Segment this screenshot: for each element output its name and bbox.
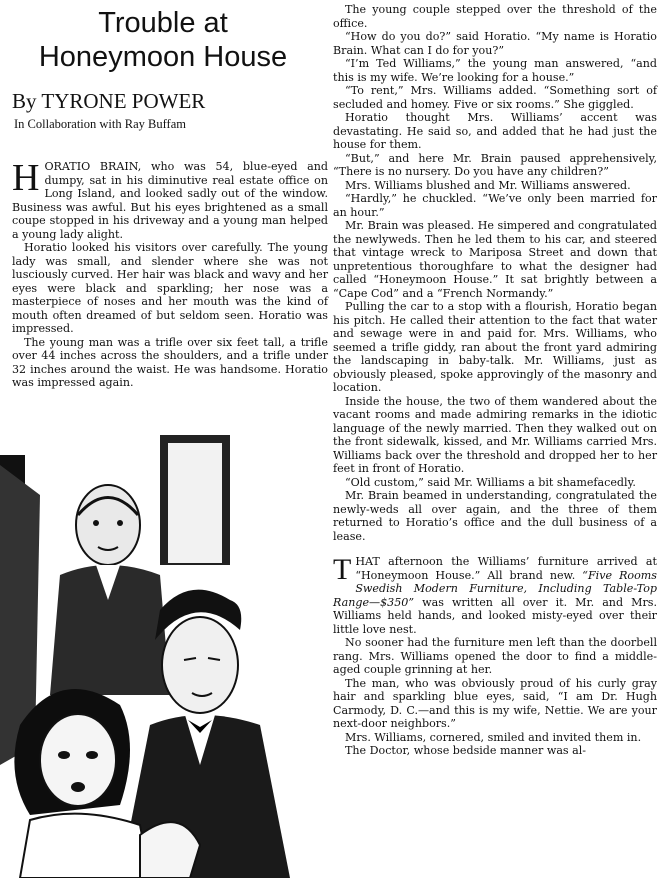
paragraph: “How do you do?” said Horatio. “My name is Horatio Brain. What can I do for you?” [333, 30, 657, 57]
paragraph: “Old custom,” said Mr. Williams a bit shamefacedly. [345, 475, 636, 489]
title-line-1: Trouble at [98, 7, 228, 39]
paragraph: Mrs. Williams, cornered, smiled and invited them in. [345, 730, 642, 744]
byline: By TYRONE POWER [12, 89, 206, 113]
paragraph: Horatio looked his visitors over carefully. The young lady was small, and slender where she was not lusciously curved. Her hair was black and wavy and her eyes were black and sparkling; her nose was a masterpiece of noses and her mouth was the kind of mouth often dreamed of but seldom seen. Horatio was impressed. [12, 241, 328, 335]
paragraph: Horatio thought Mrs. Williams’ accent was devastating. He said so, and added that he had just the house for them. [333, 111, 657, 151]
paragraph: The Doctor, whose bedside manner was al- [345, 744, 587, 757]
paragraph: The young couple stepped over the threshold of the office. [333, 3, 657, 30]
paragraph: Mr. Brain was pleased. He simpered and congratulated the newlyweds. Then he led them to his car, and steered that vintage wreck to Mariposa Street and down that unpretentious thoroughfare to what the designer had called “Honeymoon House.” It sat brightly between a “Cape Cod” and a “French Normandy.” [333, 219, 657, 300]
paragraph: “I’m Ted Williams,” the young man answered, “and this is my wife. We’re looking for a house.” [333, 57, 657, 84]
right-column [333, 3, 657, 758]
left-column [12, 157, 328, 390]
paragraph: THAT afternoon the Williams’ furniture arrived at “Honeymoon House.” All brand new. “Five Rooms Swedish Modern Furniture, Including Table-Top Range—$350” was written all over it. Mr. and Mrs. Williams held hands, and looked misty-eyed over their little love nest. [333, 553, 657, 636]
paragraph: HORATIO BRAIN, who was 54, blue-eyed and dumpy, sat in his diminutive real estate office on Long Island, and looked sadly out of the window. Business was awful. But his eyes brightened as a small coupe stopped in his driveway and a young man helped a young lady alight. [12, 157, 328, 241]
article-title [28, 6, 298, 74]
paragraph: No sooner had the furniture men left than the doorbell rang. Mrs. Williams opened the door to find a middle-aged couple grinning at her. [333, 636, 657, 676]
illustration [0, 425, 328, 878]
paragraph: Mr. Brain beamed in understanding, congratulated the newly-weds all over again, and the three of them returned to Horatio’s office and the dull business of a lease. [333, 489, 657, 543]
paragraph: The young man was a trifle over six feet tall, a trifle over 44 inches across the shoulders, and a trifle under 32 inches around the waist. He was handsome. Horatio was impressed again. [12, 335, 328, 389]
paragraph: “To rent,” Mrs. Williams added. “Something sort of secluded and homey. Five or six rooms.” She giggled. [333, 84, 657, 111]
collaboration-credit: In Collaboration with Ray Buffam [14, 117, 186, 131]
paragraph: “Hardly,” he chuckled. “We’ve only been married for an hour.” [333, 192, 657, 219]
paragraph: “But,” and here Mr. Brain paused apprehensively, “There is no nursery. Do you have any children?” [333, 151, 657, 178]
paragraph: The man, who was obviously proud of his curly gray hair and sparkling blue eyes, said, “I am Dr. Hugh Carmody, D. C.—and this is my wife, Nettie. We are your next-door neighbors.” [333, 676, 657, 730]
paragraph: Mrs. Williams blushed and Mr. Williams answered. [345, 178, 631, 192]
drop-cap: T [333, 553, 352, 586]
paragraph: Inside the house, the two of them wandered about the vacant rooms and made admiring remarks in the idiotic language of the newly married. Then they walked out on the front sidewalk, kissed, and Mr. Williams carried Mrs. Williams back over the threshold and dropped her to her feet in front of Horatio. [333, 394, 657, 475]
paragraph: Pulling the car to a stop with a flourish, Horatio began his pitch. He called their attention to the fact that water and sewage were in and paid for. Mrs. Williams, who seemed a trifle giddy, ran about the front yard admiring the landscaping in baby-talk. Mr. Williams, just as obviously pleased, spoke approvingly of the masonry and location. [333, 300, 657, 394]
title-line-2: Honeymoon House [38, 41, 288, 73]
drop-cap: H [12, 157, 40, 199]
